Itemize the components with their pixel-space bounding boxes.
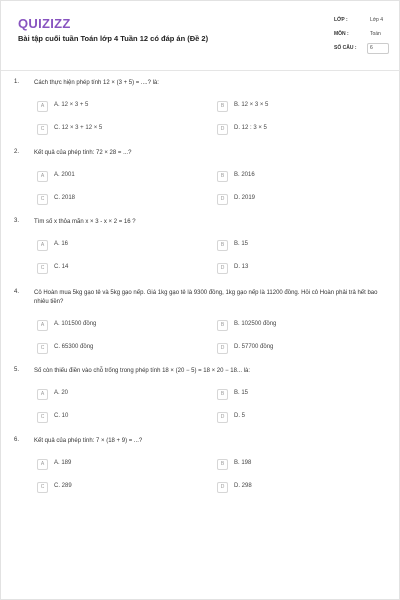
header-divider (1, 70, 400, 71)
question-number: 1. (14, 79, 20, 85)
meta-question-count (334, 45, 389, 59)
option-text: D. 57700 đồng (234, 344, 274, 350)
option-letter-box: B (217, 389, 228, 400)
option-text: B. 15 (234, 241, 249, 247)
answer-option-c[interactable] (37, 343, 187, 355)
meta-subject-label: MÔN : (334, 31, 349, 37)
option-text: C. 12 × 3 + 12 × 5 (54, 125, 103, 131)
option-text: B. 198 (234, 460, 252, 466)
meta-grade-value: Lớp 4 (370, 17, 384, 23)
option-letter-box: D (217, 412, 228, 423)
option-letter-box: A (37, 171, 48, 182)
option-text: A. 101500 đồng (54, 321, 97, 327)
question-text: Kết quả của phép tính: 7 × (18 + 9) = ...? (34, 438, 143, 444)
option-text: A. 20 (54, 390, 69, 396)
meta-count-label: SỐ CÂU : (334, 45, 357, 51)
option-text: B. 15 (234, 390, 249, 396)
question-number: 6. (14, 437, 20, 443)
option-text: C. 2018 (54, 195, 76, 201)
answer-option-b[interactable] (217, 459, 367, 471)
option-text: A. 12 × 3 + 5 (54, 102, 89, 108)
option-letter-box: A (37, 459, 48, 470)
option-letter-box: D (217, 482, 228, 493)
option-text: B. 102500 đồng (234, 321, 277, 327)
option-letter-box: D (217, 194, 228, 205)
option-letter-box: C (37, 263, 48, 274)
answer-option-c[interactable] (37, 263, 187, 275)
option-letter-box: C (37, 412, 48, 423)
quizizz-logo: QUIZIZZ (18, 16, 71, 31)
answer-option-c[interactable] (37, 482, 187, 494)
worksheet-title: Bài tập cuối tuần Toán lớp 4 Tuần 12 có đáp án (Đề 2) (18, 34, 209, 43)
question-text: Cô Hoàn mua 5kg gạo tẻ và 5kg gạo nếp. Giá 1kg gạo tẻ là 9300 đồng, 1kg gạo nếp là 11200 đồng. Hỏi cô Hoàn phải trả hết bao nhiêu tiền? (34, 290, 378, 305)
option-letter-box: D (217, 343, 228, 354)
answer-option-a[interactable] (37, 171, 187, 183)
worksheet-meta (334, 17, 389, 59)
answer-option-d[interactable] (217, 412, 367, 424)
meta-subject-value: Toán (370, 31, 381, 37)
option-text: C. 14 (54, 264, 69, 270)
answer-option-a[interactable] (37, 389, 187, 401)
answer-option-c[interactable] (37, 412, 187, 424)
meta-grade (334, 17, 389, 31)
answer-option-c[interactable] (37, 194, 187, 206)
question-text: Cách thực hiện phép tính 12 × (3 + 5) = ....? là: (34, 80, 159, 86)
question-number: 4. (14, 289, 20, 295)
answer-option-b[interactable] (217, 101, 367, 113)
question-number: 5. (14, 367, 20, 373)
option-letter-box: B (217, 101, 228, 112)
option-letter-box: C (37, 124, 48, 135)
option-text: D. 12 : 3 × 5 (234, 125, 267, 131)
option-text: C. 65300 đồng (54, 344, 94, 350)
option-letter-box: A (37, 240, 48, 251)
option-text: A. 189 (54, 460, 72, 466)
option-text: D. 5 (234, 413, 246, 419)
answer-option-d[interactable] (217, 482, 367, 494)
answer-option-a[interactable] (37, 320, 187, 332)
option-text: D. 13 (234, 264, 249, 270)
answer-option-b[interactable] (217, 320, 367, 332)
option-letter-box: B (217, 171, 228, 182)
answer-option-a[interactable] (37, 101, 187, 113)
option-letter-box: D (217, 124, 228, 135)
option-letter-box: A (37, 320, 48, 331)
option-text: D. 298 (234, 483, 252, 489)
meta-count-value: 6 (367, 43, 389, 54)
option-letter-box: A (37, 389, 48, 400)
option-letter-box: C (37, 343, 48, 354)
option-letter-box: B (217, 240, 228, 251)
option-text: A. 2001 (54, 172, 75, 178)
answer-option-a[interactable] (37, 459, 187, 471)
option-text: B. 2016 (234, 172, 255, 178)
question-number: 2. (14, 149, 20, 155)
option-text: C. 289 (54, 483, 72, 489)
option-letter-box: C (37, 482, 48, 493)
answer-option-a[interactable] (37, 240, 187, 252)
answer-option-b[interactable] (217, 171, 367, 183)
option-letter-box: A (37, 101, 48, 112)
option-text: D. 2019 (234, 195, 256, 201)
option-text: A. 16 (54, 241, 69, 247)
answer-option-b[interactable] (217, 389, 367, 401)
option-letter-box: B (217, 320, 228, 331)
answer-option-b[interactable] (217, 240, 367, 252)
option-text: C. 10 (54, 413, 69, 419)
option-letter-box: D (217, 263, 228, 274)
question-number: 3. (14, 218, 20, 224)
answer-option-d[interactable] (217, 194, 367, 206)
answer-option-c[interactable] (37, 124, 187, 136)
option-letter-box: B (217, 459, 228, 470)
meta-grade-label: LỚP : (334, 17, 348, 23)
option-letter-box: C (37, 194, 48, 205)
question-text: Tìm số x thỏa mãn x × 3 - x × 2 = 16 ? (34, 219, 136, 225)
answer-option-d[interactable] (217, 263, 367, 275)
option-text: B. 12 × 3 × 5 (234, 102, 269, 108)
question-text: Số còn thiếu điền vào chỗ trống trong phép tính 18 × (20 − 5) = 18 × 20 − 18... là: (34, 368, 250, 374)
worksheet-header (1, 1, 400, 71)
answer-option-d[interactable] (217, 343, 367, 355)
question-text: Kết quả của phép tính: 72 × 28 = ...? (34, 150, 132, 156)
answer-option-d[interactable] (217, 124, 367, 136)
